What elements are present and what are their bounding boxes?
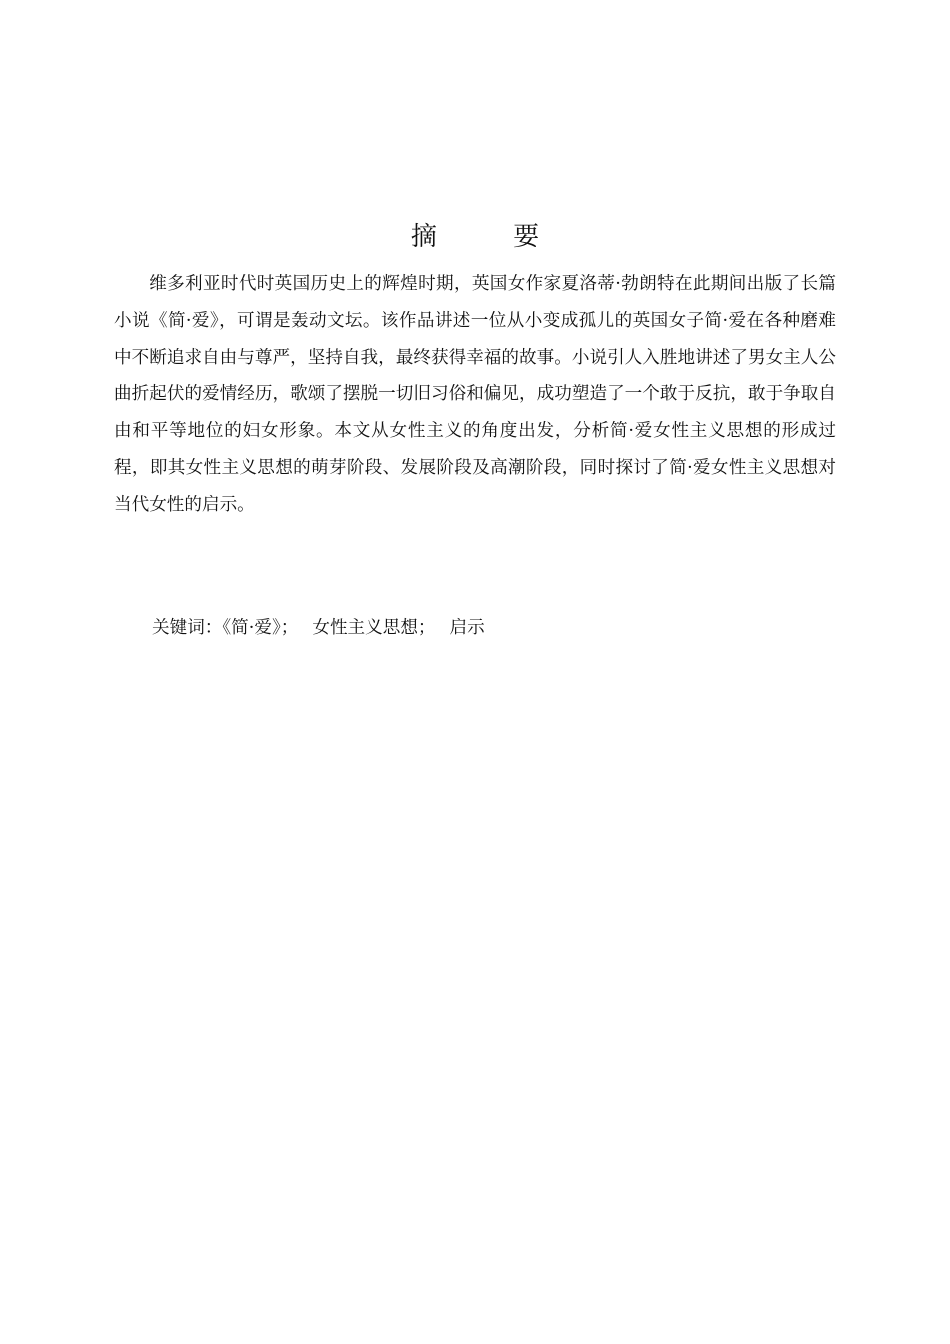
keywords-line [152,612,852,644]
keyword-item: 《简·爱》； [222,618,299,638]
keyword-item: 女性主义思想； [312,618,436,638]
page-title: 摘 要 [410,222,574,253]
keywords-label: 关键词： [152,618,223,638]
abstract-paragraph: 维多利亚时代时英国历史上的辉煌时期，英国女作家夏洛蒂·勃朗特在此期间出版了长篇小说《简·爱》，可谓是轰动文坛。该作品讲述一位从小变成孤儿的英国女子简·爱在各种磨难中不断追求自由与尊严，坚持自我，最终获得幸福的故事。小说引人入胜地讲述了男女主人公曲折起伏的爱情经历，歌颂了摆脱一切旧习俗和偏见，成功塑造了一个敢于反抗，敢于争取自由和平等地位的妇女形象。本文从女性主义的角度出发，分析简·爱女性主义思想的形成过程，即其女性主义思想的萌芽阶段、发展阶段及高潮阶段，同时探讨了简·爱女性主义思想对当代女性的启示。 [114,274,836,515]
keyword-item: 启示 [449,618,485,638]
